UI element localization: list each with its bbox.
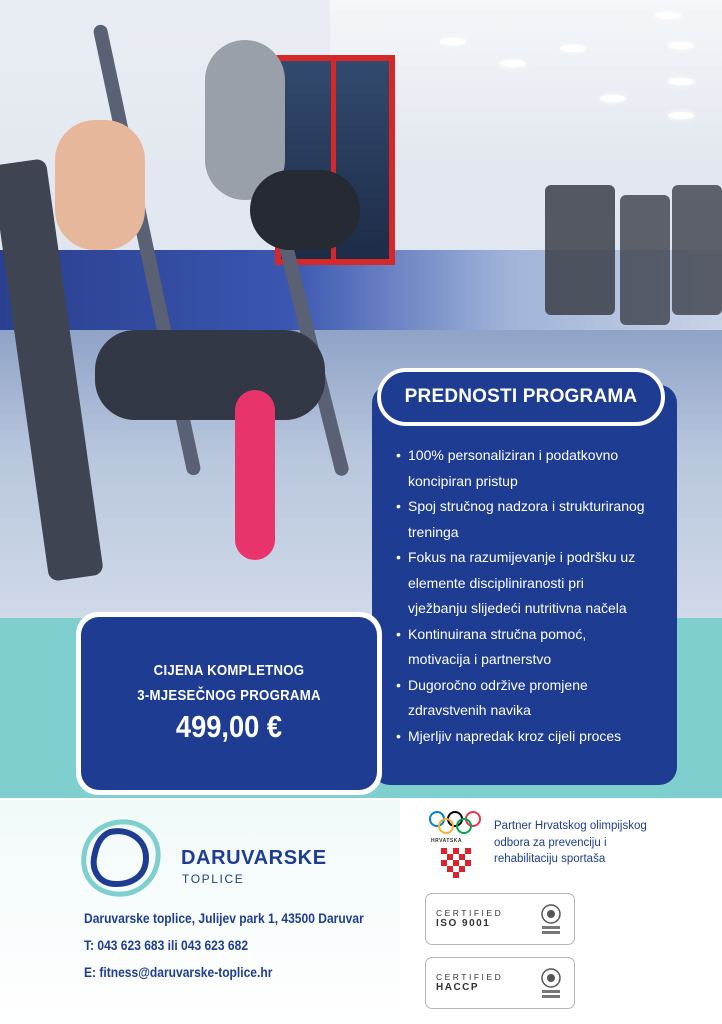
benefits-title: PREDNOSTI PROGRAMA <box>377 368 665 426</box>
treadmill <box>620 195 670 325</box>
price-value: 499,00 € <box>175 709 283 744</box>
treadmill <box>672 185 722 315</box>
cert-label: CERTIFIED <box>436 908 504 918</box>
treadmill <box>545 185 615 315</box>
contact-address: Daruvarske toplice, Julijev park 1, 43500 Daruvar <box>84 910 364 926</box>
bureau-veritas-seal-icon <box>540 903 562 937</box>
cert-standard: HACCP <box>436 982 480 993</box>
brand-subtitle: TOPLICE <box>182 872 245 886</box>
ceiling-light <box>668 78 694 85</box>
benefit-item-cont: treninga <box>408 523 459 540</box>
benefits-list <box>396 443 663 749</box>
contact-email[interactable]: E: fitness@daruvarske-toplice.hr <box>84 964 273 980</box>
partner-line2: odbora za prevenciju i <box>494 836 607 849</box>
partner-text <box>494 818 684 868</box>
price-label-line1: CIJENA KOMPLETNOG <box>153 662 305 679</box>
price-box <box>81 617 377 790</box>
benefit-item: • 100% personaliziran i podatkovno <box>396 443 663 469</box>
benefits-panel <box>372 385 677 785</box>
committee-label: HRVATSKA <box>431 838 462 844</box>
brand-name: DARUVARSKE <box>181 847 327 869</box>
woman-legs <box>95 330 325 420</box>
bureau-veritas-seal-icon <box>540 967 562 1001</box>
contact-phone[interactable]: T: 043 623 683 ili 043 623 682 <box>84 937 249 953</box>
ceiling-light <box>500 60 526 67</box>
partner-line3: rehabilitaciju sportaša <box>494 853 606 865</box>
ceiling-light <box>560 45 586 52</box>
benefit-item-cont: elemente discipliniranosti pri <box>408 574 584 591</box>
benefit-item: • Kontinuirana stručna pomoć, <box>396 622 663 648</box>
cert-iso-9001 <box>425 893 575 945</box>
ceiling-light <box>655 12 681 19</box>
woman-leggings-stripe <box>235 390 275 560</box>
cert-haccp <box>425 957 575 1009</box>
woman-torso <box>55 120 145 250</box>
ceiling-light <box>440 38 466 45</box>
benefit-item: • Dugoročno održive promjene <box>396 673 663 699</box>
partner-line1: Partner Hrvatskog olimpijskog <box>494 820 647 832</box>
ceiling-light <box>600 95 626 102</box>
ceiling-light <box>668 42 694 49</box>
cert-label: CERTIFIED <box>436 972 504 982</box>
benefit-item: • Spoj stručnog nadzora i strukturiranog <box>396 494 663 520</box>
price-label-line2: 3-MJESEČNOG PROGRAMA <box>137 687 321 704</box>
benefit-item-cont: zdravstvenih navika <box>408 702 531 718</box>
man-shorts <box>250 170 360 250</box>
ceiling-light <box>668 112 694 119</box>
daruvarske-logo-icon <box>80 818 162 898</box>
benefit-item: • Mjerljiv napredak kroz cijeli proces <box>396 724 663 750</box>
cert-standard: ISO 9001 <box>436 918 491 929</box>
benefit-item-cont: motivacija i partnerstvo <box>408 651 552 667</box>
croatian-checkerboard-icon <box>441 848 471 878</box>
benefit-item-cont: koncipiran pristup <box>408 472 518 489</box>
benefit-item: • Fokus na razumijevanje i podršku uz <box>396 545 663 571</box>
olympic-rings-icon <box>428 810 482 836</box>
benefit-item-cont: vježbanju slijedeći nutritivna načela <box>408 600 627 616</box>
